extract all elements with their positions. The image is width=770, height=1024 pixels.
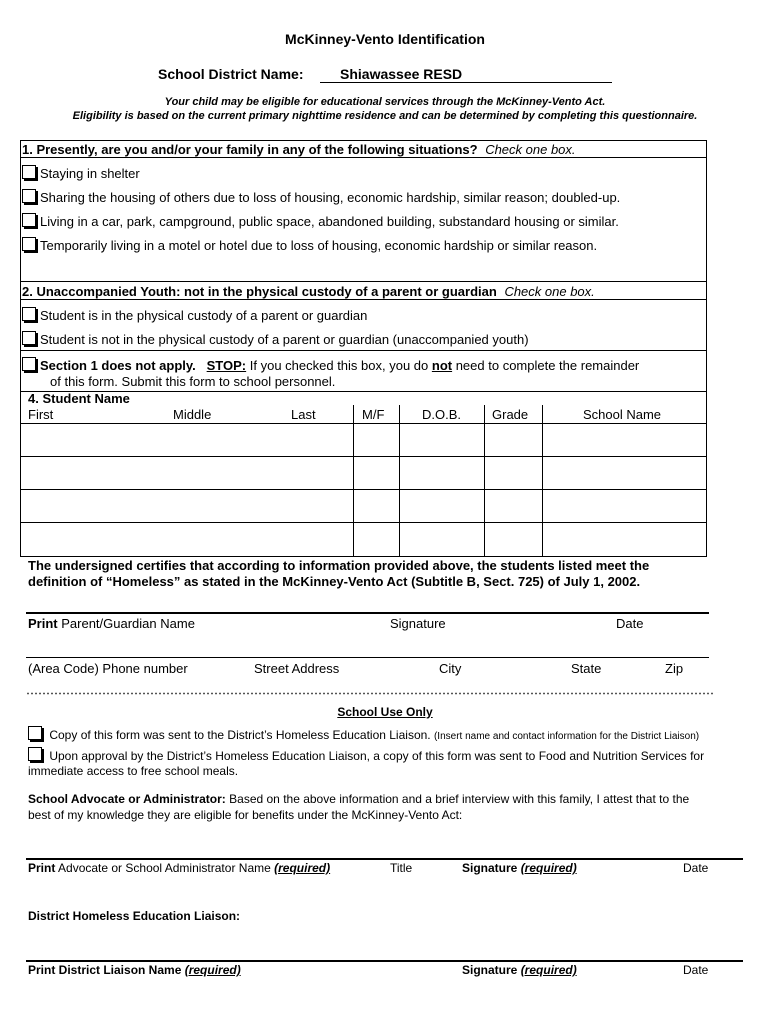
district-name-value: Shiawassee RESD (340, 66, 463, 82)
certify-line-2: definition of “Homeless” as stated in the McKinney-Vento Act (Subtitle B, Sect. 725) of July 1, 2002. (28, 574, 641, 589)
item-label: Copy of this form was sent to the District’s Homeless Education Liaison. (49, 728, 431, 742)
col-first: First (28, 407, 54, 422)
date-label: Date (683, 963, 709, 977)
student-row[interactable] (21, 490, 706, 522)
liaison-signature-line[interactable] (26, 960, 743, 962)
section1-hint: Check one box. (485, 142, 576, 157)
option-label: Sharing the housing of others due to loss of housing, economic hardship, similar reason; doubled-up. (40, 190, 621, 205)
checkbox[interactable] (22, 189, 36, 203)
required-label: (required) (184, 963, 241, 977)
school-use-heading: School Use Only (337, 705, 433, 719)
print-label: Print (28, 616, 58, 631)
required-label: (required) (520, 963, 577, 977)
section1-option-doubled-up[interactable] (22, 189, 708, 205)
title-label: Title (390, 861, 413, 875)
section3-line-2: of this form. Submit this form to school personnel. (50, 374, 336, 389)
checkbox[interactable] (22, 213, 36, 227)
section2-option-unaccompanied[interactable] (22, 331, 708, 347)
required-label: (required) (520, 861, 577, 875)
student-row[interactable] (21, 424, 706, 456)
checkbox[interactable] (22, 357, 36, 371)
section2-question: 2. Unaccompanied Youth: not in the physical custody of a parent or guardian (22, 284, 497, 299)
name-label: Advocate or School Administrator Name (55, 861, 275, 875)
section1-question: 1. Presently, are you and/or your family in any of the following situations? (22, 142, 478, 157)
student-table-heading: 4. Student Name (28, 391, 130, 406)
state-label: State (571, 661, 602, 676)
item-note: (Insert name and contact information for the District Liaison) (433, 731, 700, 742)
liaison-signature-label (462, 963, 577, 977)
student-row[interactable] (21, 523, 706, 556)
option-label: Student is in the physical custody of a parent or guardian (40, 308, 368, 323)
intro-line-2: Eligibility is based on the current primary nighttime residence and can be determined by completing this questionnaire. (72, 110, 698, 122)
print-label: Print (28, 861, 56, 875)
district-name-field[interactable] (320, 66, 612, 83)
section3-not: not (431, 358, 453, 373)
date-label: Date (616, 616, 644, 631)
option-label: Staying in shelter (40, 166, 140, 181)
option-label: Student is not in the physical custody of a parent or guardian (unaccompanied youth) (40, 332, 529, 347)
student-row[interactable] (21, 457, 706, 489)
advocate-name-label (28, 861, 330, 875)
section1-option-car-park[interactable] (22, 213, 708, 229)
name-label: Parent/Guardian Name (57, 616, 195, 631)
section3-stop: STOP: (206, 358, 247, 373)
option-label: Temporarily living in a motel or hotel due to loss of housing, economic hardship or similar reason. (40, 238, 598, 253)
checkbox[interactable] (28, 726, 42, 740)
city-label: City (439, 661, 462, 676)
section2-hint: Check one box. (504, 284, 595, 299)
certify-line-1: The undersigned certifies that according to information provided above, the students listed meet the (28, 558, 650, 573)
school-use-item-approval[interactable] (28, 747, 704, 763)
section2-option-custody[interactable] (22, 307, 708, 323)
checkbox[interactable] (22, 237, 36, 251)
item-label: Upon approval by the District’s Homeless Education Liaison, a copy of this form was sent to Food and Nutrition Services for (49, 749, 705, 763)
dotted-separator (26, 692, 714, 695)
liaison-heading: District Homeless Education Liaison: (28, 909, 241, 923)
school-use-item-approval-line-2: immediate access to free school meals. (28, 764, 239, 778)
signature-label: Signature (390, 616, 446, 631)
col-grade: Grade (492, 407, 529, 422)
section3-bold: Section 1 does not apply. (40, 358, 196, 373)
advocate-signature-label (462, 861, 577, 875)
school-use-item-copy[interactable] (28, 726, 699, 742)
section3-option-not-apply[interactable] (22, 357, 708, 373)
section1-option-shelter[interactable] (22, 165, 708, 181)
signature-label: Signature (462, 861, 518, 875)
section3-text-2: need to complete the remainder (452, 358, 640, 373)
advocate-text: Based on the above information and a brief interview with this family, I attest that to the (225, 792, 690, 806)
zip-label: Zip (665, 661, 684, 676)
checkbox[interactable] (22, 331, 36, 345)
advocate-statement-line-2: best of my knowledge they are eligible for benefits under the McKinney-Vento Act: (28, 808, 463, 822)
checkbox[interactable] (22, 165, 36, 179)
section2-heading (22, 284, 708, 299)
advocate-label: School Advocate or Administrator: (28, 792, 226, 806)
parent-guardian-name-label (28, 616, 195, 631)
advocate-signature-line[interactable] (26, 858, 743, 860)
checkbox[interactable] (28, 747, 42, 761)
district-label: School District Name: (158, 66, 304, 82)
liaison-name-label (28, 963, 241, 977)
form-title: McKinney-Vento Identification (285, 31, 485, 47)
section1-option-motel[interactable] (22, 237, 708, 253)
advocate-statement (28, 792, 689, 806)
street-label: Street Address (254, 661, 340, 676)
signature-line[interactable] (26, 612, 709, 614)
signature-label: Signature (462, 963, 518, 977)
option-label: Living in a car, park, campground, public space, abandoned building, substandard housing or similar. (40, 214, 619, 229)
date-label: Date (683, 861, 709, 875)
col-middle: Middle (173, 407, 212, 422)
name-label: Print District Liaison Name (28, 963, 185, 977)
contact-line[interactable] (26, 657, 709, 658)
required-label: (required) (274, 861, 331, 875)
checkbox[interactable] (22, 307, 36, 321)
col-school-name: School Name (583, 407, 662, 422)
phone-label: (Area Code) Phone number (28, 661, 188, 676)
col-mf: M/F (362, 407, 385, 422)
section1-heading (22, 142, 708, 157)
intro-line-1: Your child may be eligible for educational services through the McKinney-Vento Act. (164, 96, 606, 108)
col-last: Last (291, 407, 316, 422)
section3-text: If you checked this box, you do (246, 358, 432, 373)
col-dob: D.O.B. (422, 407, 462, 422)
